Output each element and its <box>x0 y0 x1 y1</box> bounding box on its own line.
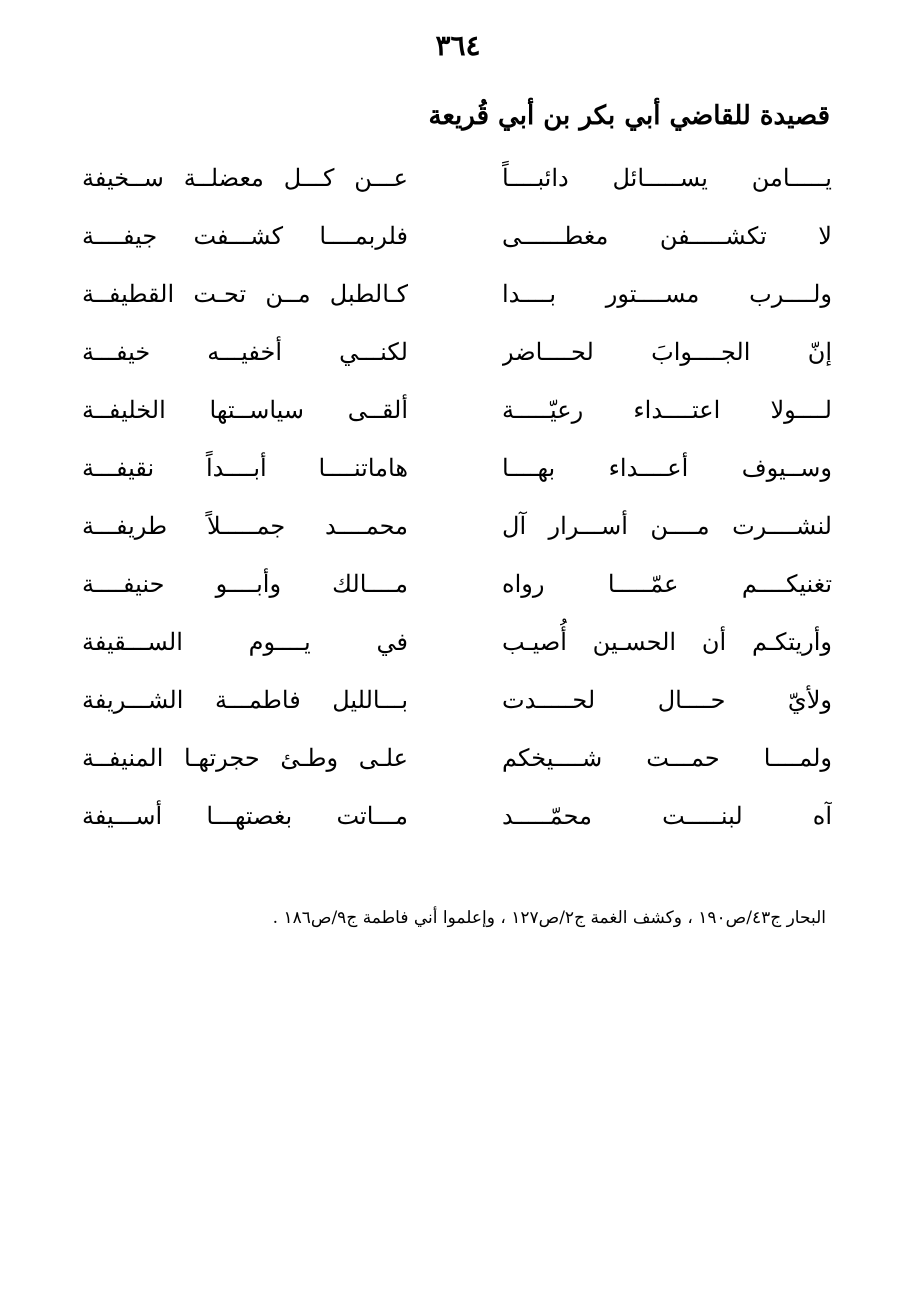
verse-line <box>82 558 832 616</box>
verse-line <box>82 384 832 442</box>
verse-first-hemistich: ولأيّ حــــال لحـــــدت <box>502 686 832 714</box>
verse-line <box>82 500 832 558</box>
verse-second-hemistich: علـى وطـئ حجرتهـا المنيفــة <box>82 744 408 772</box>
verse-first-hemistich: إنّ الجــــوابَ لحــــاضر <box>502 338 832 366</box>
verse-second-hemistich: في يــــوم الســـقيفة <box>82 628 408 656</box>
verse-second-hemistich: هاماتنــــا أبــــداً نقيفـــة <box>82 454 408 482</box>
page-number: ٣٦٤ <box>435 29 481 62</box>
verse-line <box>82 210 832 268</box>
poem-title: قصيدة للقاضي أبي بكر بن أبي قُريعة <box>428 101 830 131</box>
verse-line <box>82 616 832 674</box>
verse-second-hemistich: ألقــى سياســتها الخليفــة <box>82 396 408 424</box>
verse-line <box>82 790 832 848</box>
verse-first-hemistich: لــــولا اعتــــداء رعيّـــــة <box>502 396 832 424</box>
verse-first-hemistich: وأريتكـم أن الحسـين أُصيـب <box>502 628 832 656</box>
footnote: البحار ج٤٣/ص١٩٠ ، وكشف الغمة ج٢/ص١٢٧ ، وإعلموا أني فاطمة ج٩/ص١٨٦ . <box>272 908 826 928</box>
verse-first-hemistich: ولــــرب مســــتور بــــدا <box>502 280 832 308</box>
verse-line <box>82 152 832 210</box>
verse-second-hemistich: محمــــد جمـــــلاً طريفـــة <box>82 512 408 540</box>
verse-first-hemistich: وســيوف أعــــداء بهــــا <box>502 454 832 482</box>
verse-second-hemistich: بـــالليل فاطمـــة الشـــريفة <box>82 686 408 714</box>
verse-second-hemistich: كـالطبل مــن تحـت القطيفــة <box>82 280 408 308</box>
verse-first-hemistich: تغنيكــــم عمّـــــا رواه <box>502 570 832 598</box>
verse-line <box>82 268 832 326</box>
verse-first-hemistich: لا تكشـــــفن مغطــــــى <box>502 222 832 250</box>
poem-verses <box>82 152 832 848</box>
verse-second-hemistich: مــــالك وأبــــو حنيفــــة <box>82 570 408 598</box>
verse-line <box>82 326 832 384</box>
verse-second-hemistich: لكنـــي أخفيـــه خيفـــة <box>82 338 408 366</box>
verse-first-hemistich: آه لبنـــــت محمّـــــد <box>502 802 832 830</box>
verse-first-hemistich: لنشــــرت مــــن أســـرار آل <box>502 512 832 540</box>
verse-line <box>82 674 832 732</box>
verse-first-hemistich: يـــــامن يســـــائل دائبــــاً <box>502 164 832 192</box>
verse-first-hemistich: ولمــــا حمـــت شــــيخكم <box>502 744 832 772</box>
verse-line <box>82 732 832 790</box>
verse-second-hemistich: فلربمــــا كشـــفت جيفــــة <box>82 222 408 250</box>
verse-second-hemistich: عـــن كـــل معضلــة ســخيفة <box>82 164 408 192</box>
verse-line <box>82 442 832 500</box>
verse-second-hemistich: مـــاتت بغصتهـــا أســـيفة <box>82 802 408 830</box>
